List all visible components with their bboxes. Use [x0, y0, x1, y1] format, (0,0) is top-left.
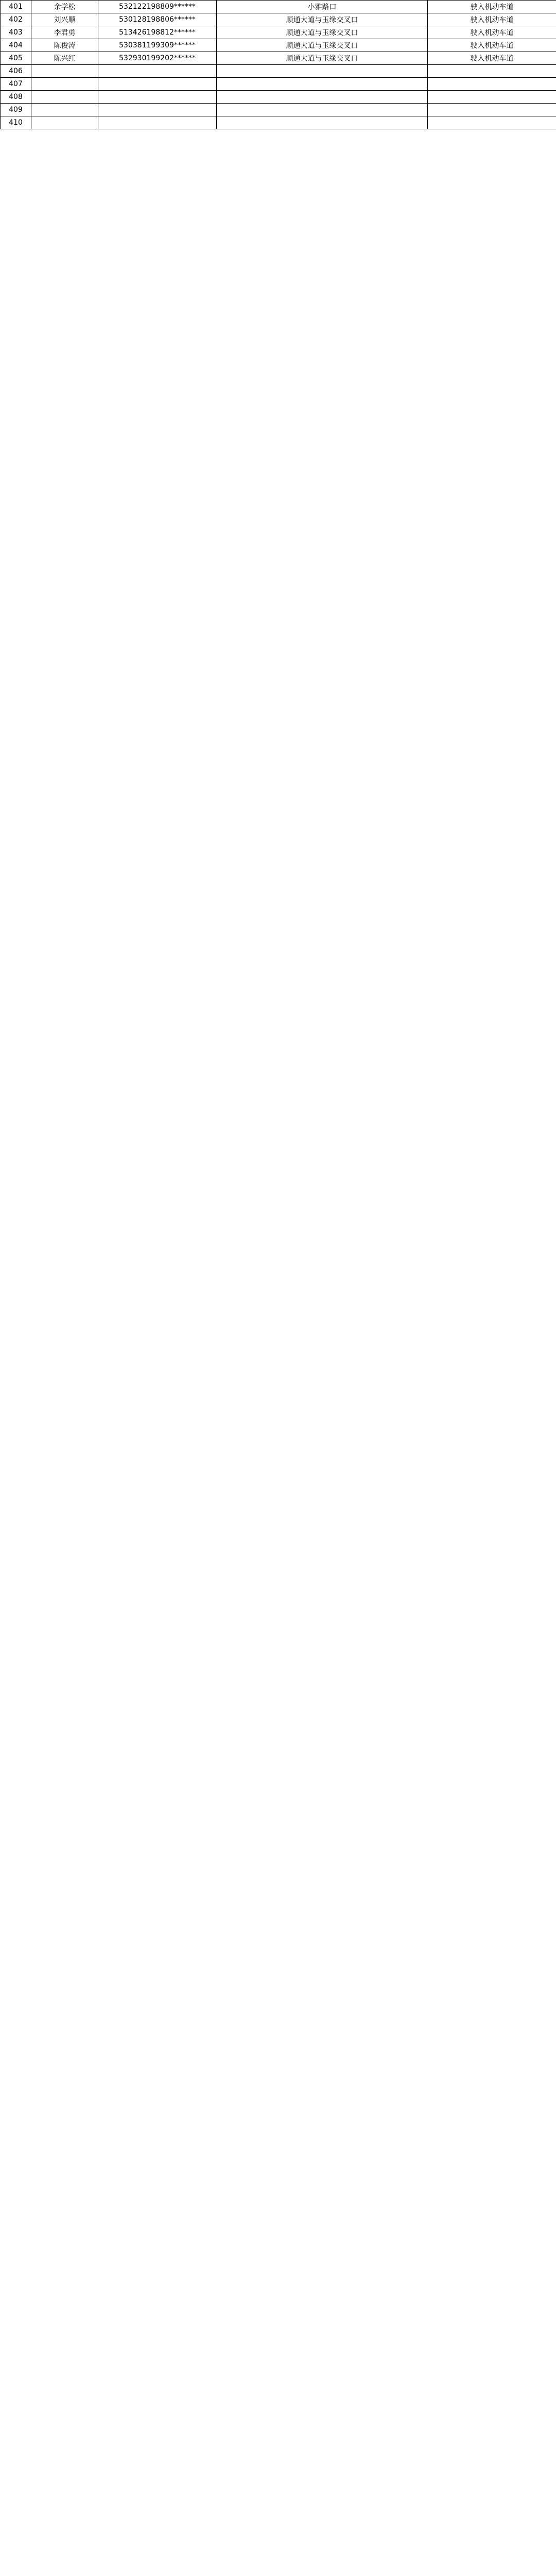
violation-location-cell: 顺通大道与玉缘交叉口	[217, 13, 428, 26]
table-row	[1, 26, 556, 39]
table-row	[1, 13, 556, 26]
id-number-cell	[98, 91, 217, 104]
violation-location-cell	[217, 104, 428, 116]
row-number-cell: 407	[1, 78, 31, 91]
table-row	[1, 91, 556, 104]
violation-location-cell: 顺通大道与玉缘交叉口	[217, 39, 428, 52]
row-number-cell: 406	[1, 65, 31, 78]
violation-type-cell: 驶入机动车道	[428, 1, 556, 13]
violation-type-cell: 驶入机动车道	[428, 52, 556, 65]
violation-location-cell	[217, 65, 428, 78]
table-row	[1, 104, 556, 116]
violation-location-cell: 顺通大道与玉缘交叉口	[217, 52, 428, 65]
table-row	[1, 52, 556, 65]
violation-location-cell: 顺通大道与玉缘交叉口	[217, 26, 428, 39]
table-row	[1, 78, 556, 91]
id-number-cell: 530128198806******	[98, 13, 217, 26]
person-name-cell	[31, 91, 98, 104]
id-number-cell	[98, 104, 217, 116]
record-table-body	[1, 1, 556, 129]
table-row	[1, 116, 556, 129]
id-number-cell: 513426198812******	[98, 26, 217, 39]
table-row	[1, 65, 556, 78]
id-number-cell	[98, 65, 217, 78]
id-number-cell: 530381199309******	[98, 39, 217, 52]
violation-type-cell	[428, 91, 556, 104]
row-number-cell: 403	[1, 26, 31, 39]
row-number-cell: 410	[1, 116, 31, 129]
violation-location-cell	[217, 91, 428, 104]
violation-type-cell: 驶入机动车道	[428, 26, 556, 39]
person-name-cell	[31, 104, 98, 116]
table-row	[1, 39, 556, 52]
id-number-cell	[98, 116, 217, 129]
person-name-cell: 陈兴红	[31, 52, 98, 65]
violation-type-cell	[428, 78, 556, 91]
id-number-cell: 532122198809******	[98, 1, 217, 13]
row-number-cell: 408	[1, 91, 31, 104]
person-name-cell	[31, 78, 98, 91]
person-name-cell	[31, 65, 98, 78]
violation-type-cell	[428, 65, 556, 78]
person-name-cell: 李君勇	[31, 26, 98, 39]
table-row	[1, 1, 556, 13]
violation-location-cell: 小雅路口	[217, 1, 428, 13]
record-table	[0, 0, 556, 129]
person-name-cell: 陈俊涛	[31, 39, 98, 52]
violation-type-cell: 驶入机动车道	[428, 13, 556, 26]
row-number-cell: 405	[1, 52, 31, 65]
violation-type-cell	[428, 116, 556, 129]
row-number-cell: 404	[1, 39, 31, 52]
violation-location-cell	[217, 78, 428, 91]
person-name-cell: 余学松	[31, 1, 98, 13]
id-number-cell: 532930199202******	[98, 52, 217, 65]
person-name-cell: 刘兴顺	[31, 13, 98, 26]
violation-type-cell	[428, 104, 556, 116]
row-number-cell: 402	[1, 13, 31, 26]
violation-location-cell	[217, 116, 428, 129]
row-number-cell: 409	[1, 104, 31, 116]
row-number-cell: 401	[1, 1, 31, 13]
id-number-cell	[98, 78, 217, 91]
violation-type-cell: 驶入机动车道	[428, 39, 556, 52]
person-name-cell	[31, 116, 98, 129]
